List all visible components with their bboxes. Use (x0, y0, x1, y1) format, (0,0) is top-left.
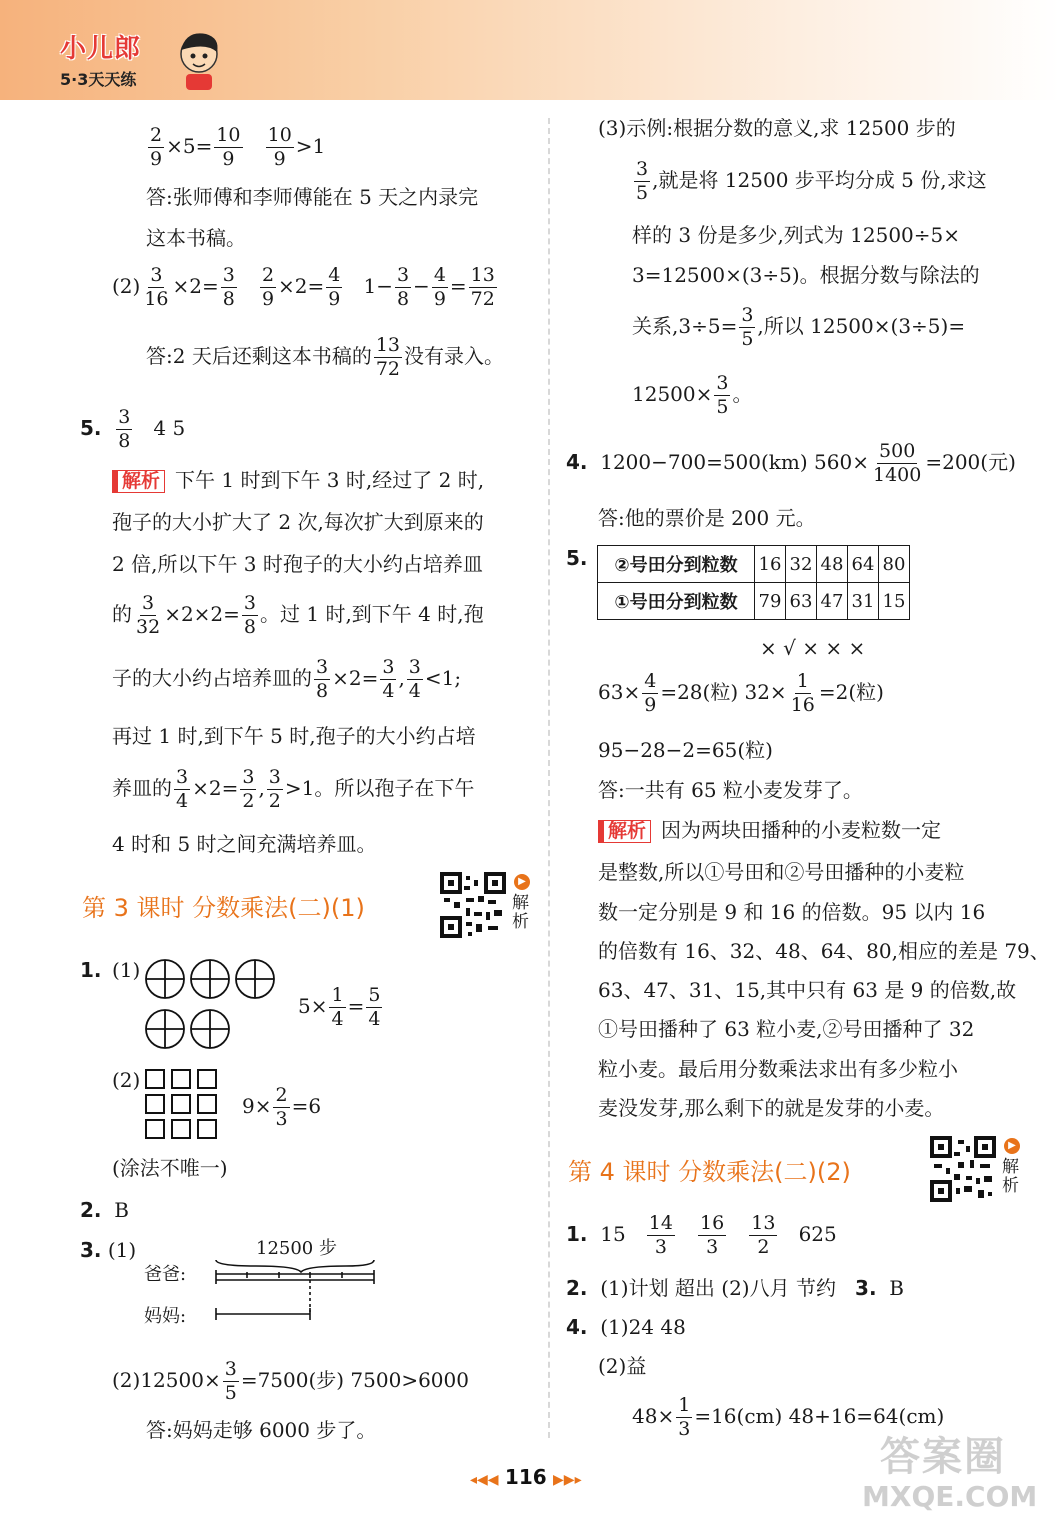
line-segment-diagram (206, 1254, 386, 1326)
analysis-line: 孢子的大小扩大了 2 次,每次扩大到原来的 (112, 510, 484, 534)
answer-text: 答:2 天后还剩这本书稿的 $\frac{13}{72}$ 没有录入。 (146, 334, 505, 380)
lesson4-question-2: 2. (1)计划 超出 (2)八月 节约 3. B (566, 1276, 904, 1300)
page-number: ◂◀◀ 116 ▶▶▸ (470, 1465, 582, 1489)
explanation-line: 12500× $\frac{3}{5}$ 。 (632, 372, 753, 418)
squares-figure (144, 1068, 222, 1142)
analysis-tag: 解析 (112, 470, 165, 493)
answer-text: 答:他的票价是 200 元。 (598, 506, 816, 530)
explanation-line: 关系,3÷5= $\frac{3}{5}$ ,所以 12500×(3÷5)= (632, 304, 966, 350)
qr-code-icon[interactable] (930, 1136, 996, 1202)
header-banner (0, 0, 1060, 100)
circles-figure (144, 958, 280, 1052)
question-1: 1. (80, 958, 102, 982)
play-icon[interactable]: ▶ (514, 874, 530, 890)
fraction: $\frac{10}{9}$ (267, 124, 292, 170)
watermark: 答案圈 (880, 1434, 1006, 1480)
analysis-line: 解析 因为两块田播种的小麦粒数一定 (598, 820, 941, 843)
explanation-line: (3)示例:根据分数的意义,求 12500 步的 (598, 116, 956, 140)
analysis-line: 子的大小约占培养皿的 $\frac{3}{8}$ ×2= $\frac{3}{4}$ , $\frac{3}{4}$ <1; (112, 656, 462, 702)
brand-logo: 小儿郎 5·3天天练 (60, 34, 142, 89)
next-arrows-icon: ▶▶▸ (553, 1472, 582, 1488)
question-4: 4. 1200−700=500(km) 560× $\frac{500}{1400}$ =200(元) (566, 440, 1016, 486)
watermark-url: MXQE.COM (862, 1480, 1038, 1513)
mom-label: 妈妈: (144, 1306, 187, 1327)
analysis-tag: 解析 (598, 820, 651, 843)
check-marks: × √ × × × (760, 636, 866, 660)
fraction: $\frac{2}{9}$ (150, 124, 163, 170)
analysis-line: 63、47、31、15,其中只有 63 是 9 的倍数,故 (598, 978, 1017, 1002)
table-row: ①号田分到粒数 79 63 47 31 15 (598, 583, 910, 620)
answer-text: 答:张师傅和李师傅能在 5 天之内录完 (146, 185, 479, 209)
analysis-line: 养皿的 $\frac{3}{4}$ ×2= $\frac{3}{2}$ , $\frac{3}{2}$ >1。所以孢子在下午 (112, 766, 475, 812)
answer-text: 这本书稿。 (146, 226, 246, 250)
qr-label: 解析 (1002, 1157, 1019, 1196)
steps-label: 12500 步 (256, 1238, 337, 1259)
answer-text: 答:一共有 65 粒小麦发芽了。 (598, 778, 863, 802)
analysis-line: 4 时和 5 时之间充满培养皿。 (112, 832, 377, 856)
sub-label: (2) (112, 1068, 141, 1092)
equation: 9× $\frac{2}{3}$ =6 (242, 1084, 322, 1130)
qr-label: 解析 (512, 893, 529, 932)
question-5: 5. $\frac{3}{8}$ 4 5 (80, 406, 186, 452)
analysis-line: 是整数,所以①号田和②号田播种的小麦粒 (598, 860, 965, 884)
mascot-boy-icon (176, 30, 222, 92)
explanation-line: $\frac{3}{5}$ ,就是将 12500 步平均分成 5 份,求这 (636, 158, 987, 204)
explanation-line: 样的 3 份是多少,列式为 12500÷5× (632, 223, 961, 247)
analysis-line: 数一定分别是 9 和 16 的倍数。95 以内 16 (598, 900, 986, 924)
qr-code-icon[interactable] (440, 872, 506, 938)
table-row: ②号田分到粒数 16 32 48 64 80 (598, 546, 910, 583)
lesson4-question-1: 1. 15 $\frac{14}{3}$ $\frac{16}{3}$ $\frac{13}{2}$ 625 (566, 1212, 837, 1258)
explanation-line: 3=12500×(3÷5)。根据分数与除法的 (632, 263, 980, 287)
analysis-line: 解析 下午 1 时到下午 3 时,经过了 2 时, (112, 470, 484, 493)
question-5: 5. (566, 546, 588, 570)
equation: 5× $\frac{1}{4}$ = $\frac{5}{4}$ (298, 984, 381, 1030)
fraction: $\frac{10}{9}$ (216, 124, 241, 170)
solution-line: (2)12500× $\frac{3}{5}$ =7500(步) 7500>6000 (112, 1358, 469, 1404)
question-2: 2. B (80, 1198, 129, 1222)
answer-text: 答:妈妈走够 6000 步了。 (146, 1418, 377, 1442)
lesson4-question-4: 4. (1)24 48 (566, 1315, 686, 1339)
solution-line: 48× $\frac{1}{3}$ =16(cm) 48+16=64(cm) (632, 1394, 945, 1440)
analysis-line: 再过 1 时,到下午 5 时,孢子的大小约占培 (112, 724, 476, 748)
seed-table (597, 545, 910, 620)
analysis-line: 麦没发芽,那么剩下的就是发芽的小麦。 (598, 1096, 945, 1120)
sub-label: (2)益 (598, 1354, 647, 1378)
solution-line: 95−28−2=65(粒) (598, 738, 773, 762)
analysis-line: 粒小麦。最后用分数乘法求出有多少粒小 (598, 1057, 958, 1081)
sub-label: (1) (112, 958, 141, 982)
dad-label: 爸爸: (144, 1264, 187, 1285)
solution-line: (2) $\frac{3}{16}$ ×2= $\frac{3}{8}$ $\frac{2}{9}$ ×2= $\frac{4}{9}$ 1− $\frac{3}{8}$ − $\frac{4}{9}$ = $\frac{13}{72}$ (112, 264, 495, 310)
section-title-lesson-3: 第 3 课时 分数乘法(二)(1) (82, 894, 365, 922)
column-divider (548, 118, 550, 1438)
analysis-line: 的倍数有 16、32、48、64、80,相应的差是 79、 (598, 939, 1050, 963)
question-3: 3. (1) (80, 1238, 137, 1262)
solution-line: 63× $\frac{4}{9}$ =28(粒) 32× $\frac{1}{16}$ =2(粒) (598, 670, 884, 716)
play-icon[interactable]: ▶ (1004, 1138, 1020, 1154)
analysis-line: 2 倍,所以下午 3 时孢子的大小约占培养皿 (112, 552, 483, 576)
section-title-lesson-4: 第 4 课时 分数乘法(二)(2) (568, 1158, 851, 1186)
analysis-line: ①号田播种了 63 粒小麦,②号田播种了 32 (598, 1017, 975, 1041)
solution-line: $\frac{2}{9}$ ×5= $\frac{10}{9}$ $\frac{10}{9}$ >1 (150, 124, 326, 170)
prev-arrows-icon: ◂◀◀ (470, 1472, 499, 1488)
note: (涂法不唯一) (112, 1156, 228, 1180)
analysis-line: 的 $\frac{3}{32}$ ×2×2= $\frac{3}{8}$ 。过 1 时,到下午 4 时,孢 (112, 592, 484, 638)
